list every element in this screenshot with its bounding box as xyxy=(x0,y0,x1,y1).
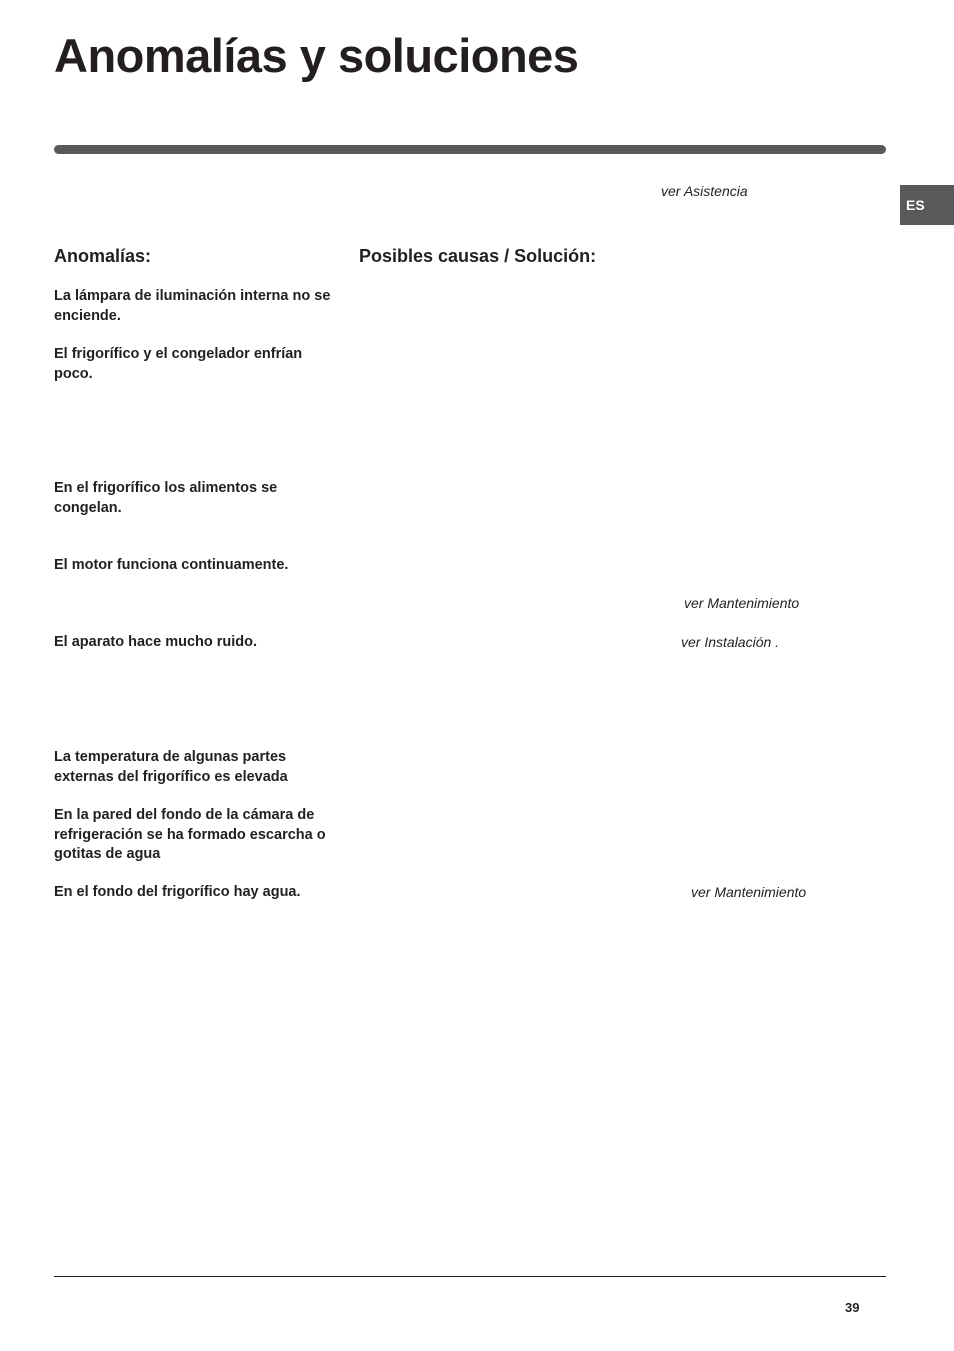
page-title: Anomalías y soluciones xyxy=(54,29,579,82)
intro-reference: ver Asistencia xyxy=(661,183,748,199)
anomaly-frost: En la pared del fondo de la cámara de refrigeración se ha formado escarcha o gotitas de agua xyxy=(54,807,326,862)
anomaly-temperature: La temperatura de algunas partes externas del frigorífico es elevada xyxy=(54,749,288,785)
anomaly-cooling: El frigorífico y el congelador enfrían poco. xyxy=(54,346,303,382)
footer-divider xyxy=(54,1276,886,1277)
language-tab: ES xyxy=(900,185,954,225)
page-number: 39 xyxy=(845,1300,860,1315)
causes-header: Posibles causas / Solución: xyxy=(359,246,597,266)
anomaly-freezing: En el frigorífico los alimentos se congelan. xyxy=(54,480,278,516)
title-divider xyxy=(54,145,886,154)
anomalies-header: Anomalías: xyxy=(54,246,152,266)
anomaly-lamp: La lámpara de iluminación interna no se enciende. xyxy=(54,288,331,324)
water-reference: ver Mantenimiento xyxy=(691,884,807,900)
anomaly-water: En el fondo del frigorífico hay agua. xyxy=(54,884,301,900)
motor-reference: ver Mantenimiento xyxy=(684,595,800,611)
anomaly-motor: El motor funciona continuamente. xyxy=(54,557,289,573)
noise-reference: ver Instalación . xyxy=(681,634,780,650)
anomaly-noise: El aparato hace mucho ruido. xyxy=(54,634,258,650)
